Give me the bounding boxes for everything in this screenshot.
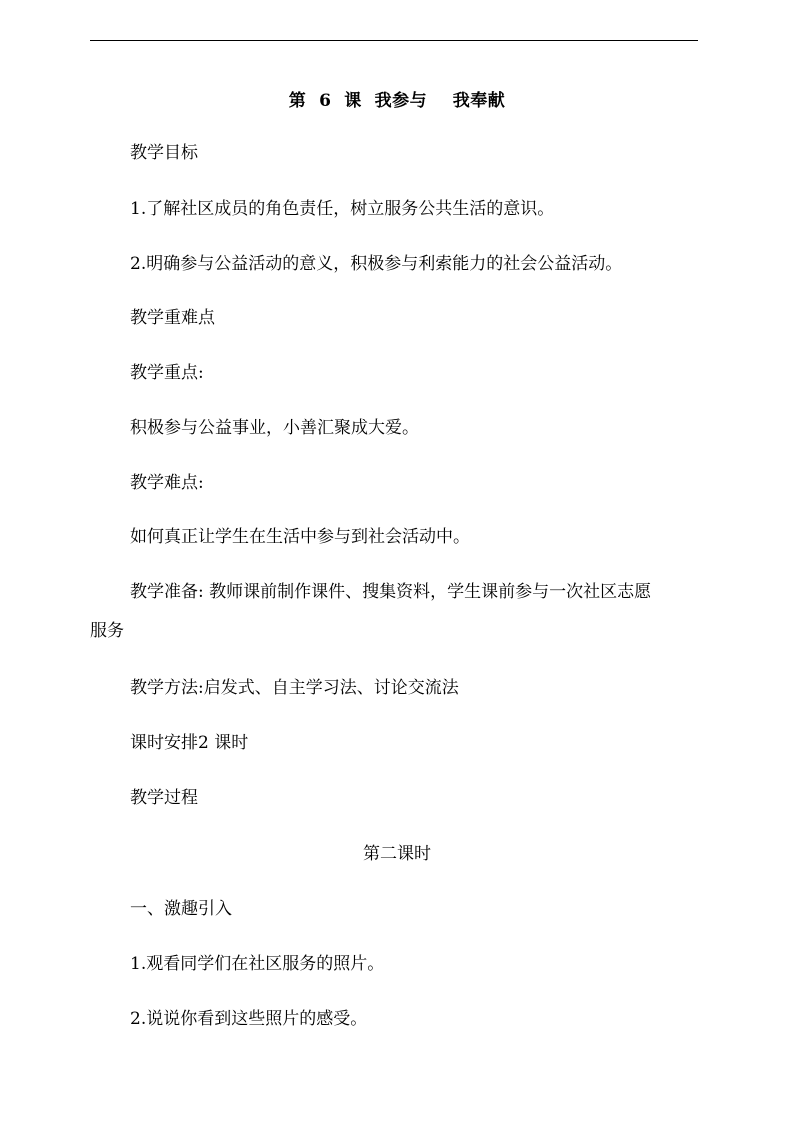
- key-point-text: 积极参与公益事业，小善汇聚成大爱。: [130, 418, 419, 438]
- objectives-heading: 教学目标: [130, 143, 198, 163]
- step-1: 1.观看同学们在社区服务的照片。: [130, 954, 385, 974]
- class-schedule: 课时安排2 课时: [130, 733, 249, 753]
- lesson-heading: 第二课时: [363, 844, 431, 864]
- teaching-methods: 教学方法:启发式、自主学习法、讨论交流法: [130, 678, 459, 698]
- section-1-heading: 一、激趣引入: [130, 899, 232, 919]
- process-heading: 教学过程: [130, 788, 198, 808]
- difficulty-label: 教学难点:: [130, 473, 204, 493]
- header-rule: [90, 40, 698, 41]
- objective-1: 1.了解社区成员的角色责任，树立服务公共生活的意识。: [130, 199, 555, 219]
- objective-2: 2.明确参与公益活动的意义，积极参与利索能力的社会公益活动。: [130, 254, 623, 274]
- preparation-line-2: 服务: [90, 621, 124, 641]
- difficulty-text: 如何真正让学生在生活中参与到社会活动中。: [130, 527, 470, 547]
- step-2: 2.说说你看到这些照片的感受。: [130, 1009, 368, 1029]
- key-difficult-heading: 教学重难点: [130, 308, 215, 328]
- preparation-line-1: 教学准备: 教师课前制作课件、搜集资料，学生课前参与一次社区志愿: [130, 582, 652, 602]
- key-point-label: 教学重点:: [130, 363, 204, 383]
- lesson-title: 第 6 课 我参与 我奉献: [288, 91, 506, 111]
